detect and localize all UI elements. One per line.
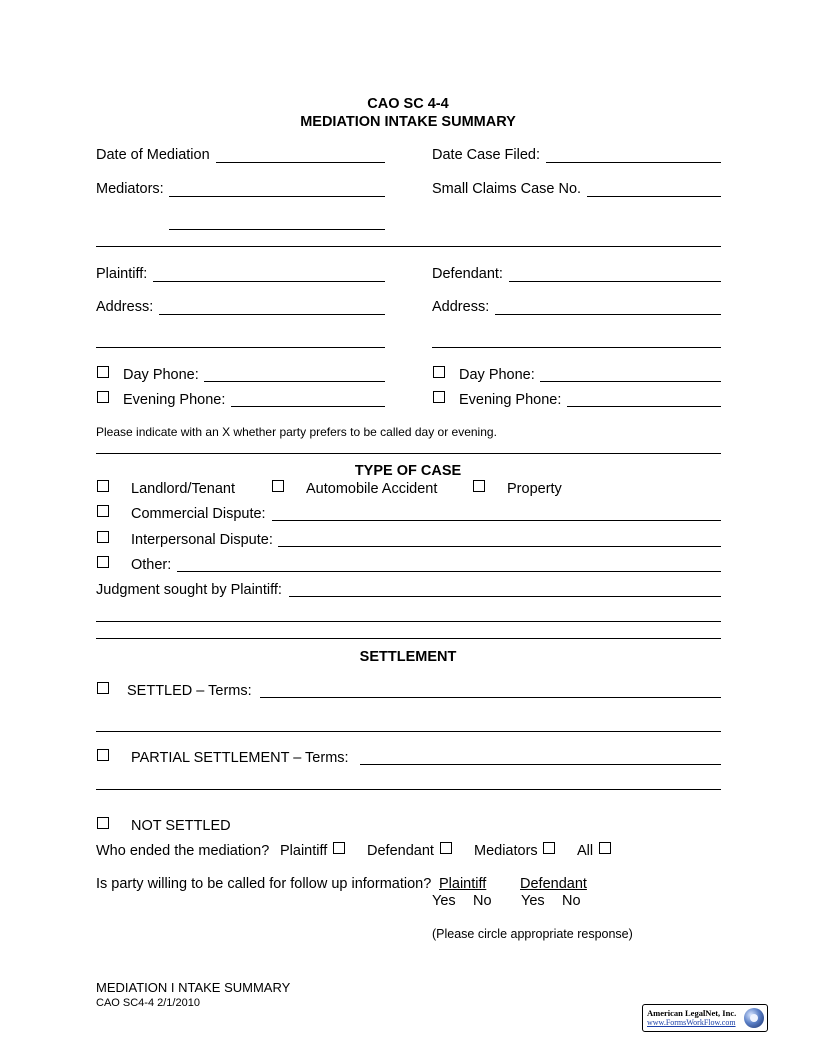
- property-label: Property: [507, 481, 562, 497]
- follow-up-plaintiff-label: Plaintiff: [439, 876, 487, 892]
- settled-terms-field-1[interactable]: [260, 697, 721, 698]
- partial-settlement-checkbox[interactable]: [97, 749, 109, 761]
- interpersonal-dispute-field[interactable]: [278, 546, 721, 547]
- who-ended-defendant-label: Defendant: [367, 843, 434, 859]
- automobile-accident-checkbox[interactable]: [272, 480, 284, 492]
- section-divider: [96, 246, 721, 247]
- who-ended-plaintiff-checkbox[interactable]: [333, 842, 345, 854]
- defendant-day-phone-label: Day Phone:: [459, 367, 535, 383]
- commercial-dispute-checkbox[interactable]: [97, 505, 109, 517]
- property-checkbox[interactable]: [473, 480, 485, 492]
- who-ended-all-checkbox[interactable]: [599, 842, 611, 854]
- landlord-tenant-label: Landlord/Tenant: [131, 481, 235, 497]
- judgment-sought-field-2[interactable]: [96, 621, 721, 622]
- section-divider: [96, 638, 721, 639]
- automobile-accident-label: Automobile Accident: [306, 481, 438, 497]
- plaintiff-address-field-2[interactable]: [96, 347, 385, 348]
- who-ended-mediators-checkbox[interactable]: [543, 842, 555, 854]
- date-case-filed-label: Date Case Filed:: [432, 147, 540, 163]
- mediators-label: Mediators:: [96, 181, 164, 197]
- commercial-dispute-label: Commercial Dispute:: [131, 506, 266, 522]
- partial-settlement-terms-field-2[interactable]: [96, 789, 721, 790]
- plaintiff-day-phone-label: Day Phone:: [123, 367, 199, 383]
- other-label: Other:: [131, 557, 172, 573]
- who-ended-plaintiff-label: Plaintiff: [280, 843, 328, 859]
- circle-response-note: (Please circle appropriate response): [432, 927, 633, 941]
- plaintiff-field[interactable]: [153, 281, 385, 282]
- judgment-sought-label: Judgment sought by Plaintiff:: [96, 582, 282, 598]
- landlord-tenant-checkbox[interactable]: [97, 480, 109, 492]
- settlement-heading: SETTLEMENT: [359, 649, 457, 665]
- plaintiff-evening-phone-field[interactable]: [231, 406, 385, 407]
- plaintiff-address-label: Address:: [96, 299, 154, 315]
- logo-company-name: American LegalNet, Inc.: [647, 1008, 737, 1018]
- defendant-address-field-1[interactable]: [495, 314, 721, 315]
- who-ended-mediators-label: Mediators: [474, 843, 538, 859]
- plaintiff-evening-phone-checkbox[interactable]: [97, 391, 109, 403]
- defendant-address-field-2[interactable]: [432, 347, 721, 348]
- interpersonal-dispute-label: Interpersonal Dispute:: [131, 532, 273, 548]
- other-field[interactable]: [177, 571, 721, 572]
- date-case-filed-field[interactable]: [546, 162, 721, 163]
- other-checkbox[interactable]: [97, 556, 109, 568]
- interpersonal-dispute-checkbox[interactable]: [97, 531, 109, 543]
- section-divider: [96, 453, 721, 454]
- date-of-mediation-field[interactable]: [216, 162, 385, 163]
- who-ended-all-label: All: [577, 843, 594, 859]
- defendant-day-phone-checkbox[interactable]: [433, 366, 445, 378]
- settled-checkbox[interactable]: [97, 682, 109, 694]
- small-claims-case-no-label: Small Claims Case No.: [432, 181, 582, 197]
- defendant-evening-phone-label: Evening Phone:: [459, 392, 562, 408]
- plaintiff-evening-phone-label: Evening Phone:: [123, 392, 226, 408]
- footer-title: MEDIATION I NTAKE SUMMARY: [96, 980, 291, 995]
- logo-website-link[interactable]: www.FormsWorkFlow.com: [647, 1018, 736, 1027]
- follow-up-defendant-label: Defendant: [520, 876, 587, 892]
- follow-up-label: Is party willing to be called for follow up information?: [96, 876, 432, 892]
- settled-terms-field-2[interactable]: [96, 731, 721, 732]
- not-settled-label: NOT SETTLED: [131, 818, 231, 834]
- partial-settlement-terms-field-1[interactable]: [360, 764, 721, 765]
- defendant-yes-option[interactable]: Yes: [521, 893, 545, 909]
- defendant-day-phone-field[interactable]: [540, 381, 721, 382]
- date-of-mediation-label: Date of Mediation: [96, 147, 210, 163]
- plaintiff-day-phone-field[interactable]: [204, 381, 385, 382]
- who-ended-label: Who ended the mediation?: [96, 843, 270, 859]
- defendant-evening-phone-checkbox[interactable]: [433, 391, 445, 403]
- defendant-address-label: Address:: [432, 299, 490, 315]
- form-title: MEDIATION INTAKE SUMMARY: [300, 114, 516, 130]
- footer-code-date: CAO SC4-4 2/1/2010: [96, 997, 200, 1009]
- mediators-field-1[interactable]: [169, 196, 385, 197]
- defendant-field[interactable]: [509, 281, 721, 282]
- defendant-evening-phone-field[interactable]: [567, 406, 721, 407]
- partial-settlement-label: PARTIAL SETTLEMENT – Terms:: [131, 750, 349, 766]
- plaintiff-no-option[interactable]: No: [473, 893, 492, 909]
- not-settled-checkbox[interactable]: [97, 817, 109, 829]
- defendant-label: Defendant:: [432, 266, 503, 282]
- plaintiff-day-phone-checkbox[interactable]: [97, 366, 109, 378]
- defendant-no-option[interactable]: No: [562, 893, 581, 909]
- small-claims-case-no-field[interactable]: [587, 196, 721, 197]
- judgment-sought-field-1[interactable]: [289, 596, 721, 597]
- form-code: CAO SC 4-4: [367, 96, 449, 112]
- american-legalnet-logo[interactable]: [642, 1004, 768, 1032]
- phone-preference-note: Please indicate with an X whether party prefers to be called day or evening.: [96, 425, 497, 439]
- plaintiff-address-field-1[interactable]: [159, 314, 385, 315]
- globe-icon: [744, 1008, 764, 1028]
- settled-label: SETTLED – Terms:: [127, 683, 252, 699]
- plaintiff-yes-option[interactable]: Yes: [432, 893, 456, 909]
- commercial-dispute-field[interactable]: [272, 520, 721, 521]
- who-ended-defendant-checkbox[interactable]: [440, 842, 452, 854]
- mediators-field-2[interactable]: [169, 229, 385, 230]
- type-of-case-heading: TYPE OF CASE: [354, 463, 462, 479]
- plaintiff-label: Plaintiff:: [96, 266, 148, 282]
